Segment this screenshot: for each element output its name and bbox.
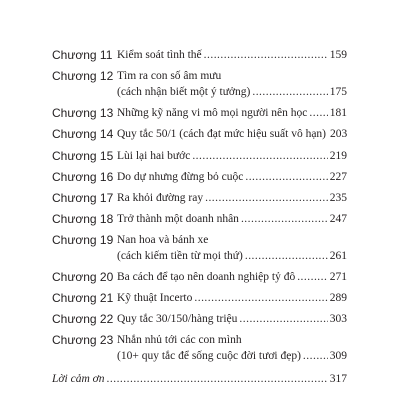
chapter-title: Kỹ thuật Incerto — [117, 292, 193, 304]
toc-line — [117, 149, 347, 163]
chapter-number: Chương 21 — [52, 291, 114, 305]
page-number: 261 — [329, 250, 347, 262]
chapter-title: Ra khỏi đường ray — [117, 192, 204, 204]
chapter-title: Quy tắc 50/1 (cách đạt mức hiệu suất vô hạn) — [117, 128, 327, 140]
chapter-title: Nhắn nhủ tới các con mình — [117, 334, 242, 346]
page-number: 247 — [329, 213, 347, 225]
dot-leader — [297, 270, 328, 284]
chapter-number: Chương 16 — [52, 170, 114, 184]
page-number: 309 — [329, 350, 347, 362]
toc-line — [117, 249, 347, 263]
page-number: 219 — [329, 150, 347, 162]
page-number: 159 — [329, 49, 347, 61]
dot-leader — [107, 372, 328, 386]
dot-leader — [192, 149, 327, 163]
dot-leader — [239, 312, 327, 326]
toc-line — [117, 270, 347, 284]
page-number: 289 — [329, 292, 347, 304]
page-number: 181 — [329, 107, 347, 119]
chapter-title: Quy tắc 30/150/hàng triệu — [117, 313, 238, 325]
chapter-number: Chương 11 — [52, 48, 113, 62]
page-number: 271 — [329, 271, 347, 283]
dot-leader — [245, 249, 328, 263]
toc-line — [117, 106, 347, 120]
toc-line — [117, 291, 347, 305]
chapter-subtitle: (cách kiếm tiền từ mọi thứ) — [117, 250, 243, 262]
chapter-number: Chương 23 — [52, 333, 114, 347]
page-number: 227 — [329, 171, 347, 183]
dot-leader — [252, 85, 327, 99]
chapter-number: Chương 17 — [52, 191, 114, 205]
chapter-number: Chương 14 — [52, 127, 114, 141]
toc-line — [117, 212, 347, 226]
page-number: 303 — [329, 313, 347, 325]
toc-line — [117, 170, 347, 184]
toc-line — [117, 333, 347, 347]
page-number: 203 — [330, 128, 348, 140]
toc-line — [117, 349, 347, 363]
toc-line — [117, 127, 347, 141]
chapter-subtitle: (10+ quy tắc để sống cuộc đời tươi đẹp) — [117, 350, 301, 362]
dot-leader — [241, 212, 328, 226]
toc-line — [117, 48, 347, 62]
chapter-subtitle: (cách nhận biết một ý tưởng) — [117, 86, 251, 98]
page-number: 317 — [329, 373, 347, 385]
chapter-title: Lùi lại hai bước — [117, 150, 191, 162]
chapter-title: Trở thành một doanh nhân — [117, 213, 239, 225]
dot-leader — [245, 170, 327, 184]
acknowledgements-title: Lời cảm ơn — [52, 373, 105, 385]
toc-line — [117, 233, 347, 247]
chapter-number: Chương 13 — [52, 106, 114, 120]
chapter-title: Tìm ra con số âm mưu — [117, 70, 222, 82]
chapter-number: Chương 20 — [52, 270, 114, 284]
dot-leader — [204, 48, 328, 62]
dot-leader — [194, 291, 327, 305]
chapter-number: Chương 18 — [52, 212, 114, 226]
page-number: 175 — [329, 86, 347, 98]
toc-line — [117, 69, 347, 83]
toc-line — [117, 312, 347, 326]
chapter-title: Nan hoa và bánh xe — [117, 234, 209, 246]
chapter-title: Do dự nhưng đừng bỏ cuộc — [117, 171, 244, 183]
toc-line — [117, 191, 347, 205]
dot-leader — [303, 349, 328, 363]
dot-leader — [309, 106, 327, 120]
chapter-title: Ba cách để tạo nên doanh nghiệp tỷ đô — [117, 271, 296, 283]
page-number: 235 — [329, 192, 347, 204]
chapter-title: Những kỹ năng vi mô mọi người nên học — [117, 107, 308, 119]
chapter-number: Chương 19 — [52, 233, 114, 247]
dot-leader — [205, 191, 328, 205]
chapter-number: Chương 12 — [52, 69, 114, 83]
chapter-number: Chương 22 — [52, 312, 114, 326]
chapter-title: Kiểm soát tình thế — [117, 49, 202, 61]
toc-line — [117, 85, 347, 99]
chapter-number: Chương 15 — [52, 149, 114, 163]
toc-entry-acknowledgements — [52, 372, 347, 386]
